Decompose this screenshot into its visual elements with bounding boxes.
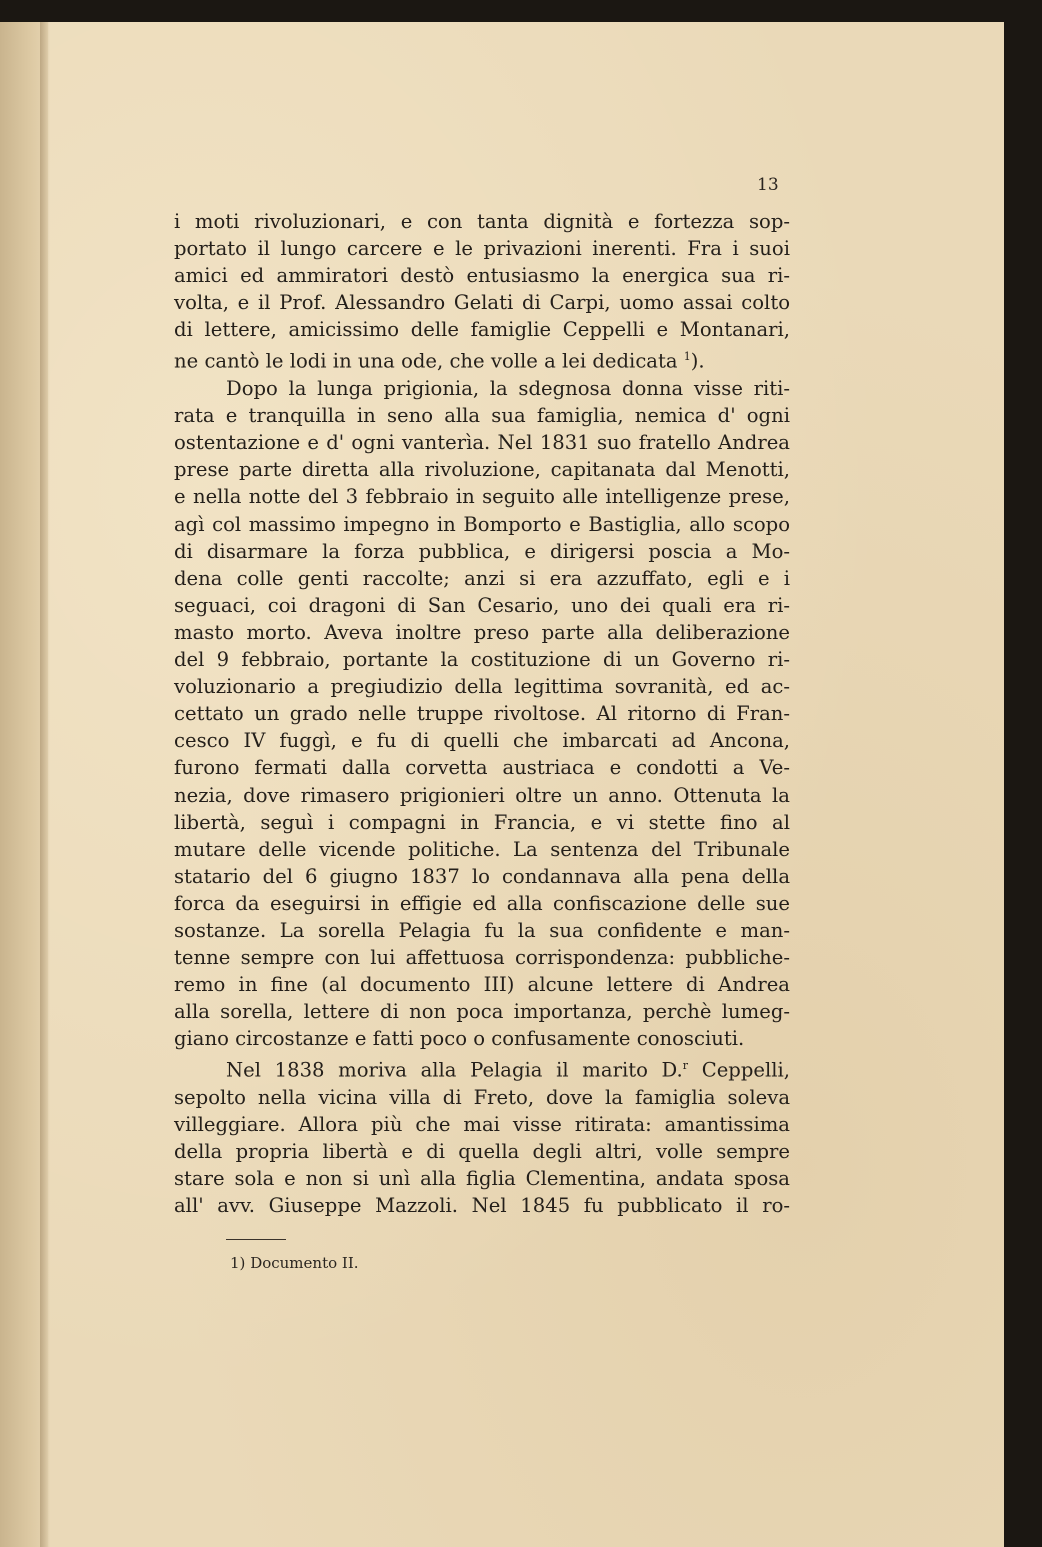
footnote-reference: 1 [683, 350, 691, 364]
footnote-reference-close: ). [690, 350, 705, 373]
text-line: masto morto. Aveva inoltre preso parte alla deliberazione [174, 620, 790, 644]
text-line: alla sorella, lettere di non poca importanza, perchè lumeg- [174, 1000, 790, 1024]
text-line: i moti rivoluzionari, e con tanta dignità e fortezza sop- [174, 210, 790, 233]
text-line: sepolto nella vicina villa di Freto, dove la famiglia soleva [174, 1086, 790, 1110]
text-line: seguaci, coi dragoni di San Cesario, uno dei quali era ri- [174, 593, 790, 617]
text-line: dena colle genti raccolte; anzi si era azzuffato, egli e i [174, 566, 790, 590]
text-line: portato il lungo carcere e le privazioni inerenti. Fra i suoi [174, 237, 790, 261]
text-line: del 9 febbraio, portante la costituzione di un Governo ri- [174, 648, 790, 672]
footnote [230, 1254, 359, 1272]
text-line: sostanze. La sorella Pelagia fu la sua confidente e man- [174, 918, 790, 942]
text-line: furono fermati dalla corvetta austriaca e condotti a Ve- [174, 756, 790, 780]
page-fold-shadow [40, 22, 50, 1547]
text-line: ostentazione e d' ogni vanterìa. Nel 1831 suo fratello Andrea [174, 431, 790, 455]
text-line: tenne sempre con lui affettuosa corrispondenza: pubbliche- [174, 946, 790, 970]
text-line: forca da eseguirsi in effigie ed alla confiscazione delle sue [174, 891, 790, 915]
text-line: statario del 6 giugno 1837 lo condannava alla pena della [174, 864, 790, 888]
text-line: Dopo la lunga prigionia, la sdegnosa donna visse riti- [226, 377, 790, 401]
text-line: voluzionario a pregiudizio della legittima sovranità, ed ac- [174, 675, 790, 699]
text-line-end: Ceppelli, [688, 1058, 790, 1082]
text-line-with-footnote [174, 343, 790, 375]
text-line: cesco IV fuggì, e fu di quelli che imbarcati ad Ancona, [174, 729, 790, 753]
footnote-text: Documento II. [250, 1254, 359, 1272]
footnote-mark: 1) [230, 1254, 246, 1272]
text-line: remo in fine (al documento III) alcune lettere di Andrea [174, 973, 790, 997]
text-line: cettato un grado nelle truppe rivoltose. Al ritorno di Fran- [174, 702, 790, 726]
text-line: all' avv. Giuseppe Mazzoli. Nel 1845 fu pubblicato il ro- [174, 1194, 790, 1218]
text-line: Nel 1838 moriva alla Pelagia il marito D. [226, 1058, 683, 1082]
text-line: di lettere, amicissimo delle famiglie Ceppelli e Montanari, [174, 318, 790, 342]
text-line: prese parte diretta alla rivoluzione, capitanata dal Menotti, [174, 458, 790, 482]
text-line: rata e tranquilla in seno alla sua famiglia, nemica d' ogni [174, 404, 790, 428]
text-line: agì col massimo impegno in Bomporto e Bastiglia, allo scopo [174, 512, 790, 536]
text-line: giano circostanze e fatti poco o confusamente conosciuti. [174, 1027, 745, 1051]
text-line: della propria libertà e di quella degli altri, volle sempre [174, 1140, 790, 1164]
text-line: di disarmare la forza pubblica, e dirigersi poscia a Mo- [174, 539, 790, 563]
title-superscript: r [682, 1059, 689, 1073]
text-line-with-title [174, 1052, 790, 1084]
text-line: mutare delle vicende politiche. La sentenza del Tribunale [174, 837, 790, 861]
body-text [174, 208, 790, 1220]
text-line: ne cantò le lodi in una ode, che volle a lei dedicata [174, 350, 678, 373]
text-line: stare sola e non si unì alla figlia Clementina, andata sposa [174, 1167, 790, 1191]
book-page [0, 22, 1004, 1547]
text-line: amici ed ammiratori destò entusiasmo la energica sua ri- [174, 264, 790, 288]
text-line: libertà, seguì i compagni in Francia, e vi stette fino al [174, 810, 790, 834]
text-line: villeggiare. Allora più che mai visse ritirata: amantissima [174, 1113, 790, 1137]
footnote-rule [226, 1239, 286, 1240]
text-line: e nella notte del 3 febbraio in seguito alle intelligenze prese, [174, 485, 790, 509]
text-line: volta, e il Prof. Alessandro Gelati di Carpi, uomo assai colto [174, 291, 790, 315]
text-line: nezia, dove rimasero prigionieri oltre un anno. Ottenuta la [174, 783, 790, 807]
page-number: 13 [757, 175, 779, 195]
